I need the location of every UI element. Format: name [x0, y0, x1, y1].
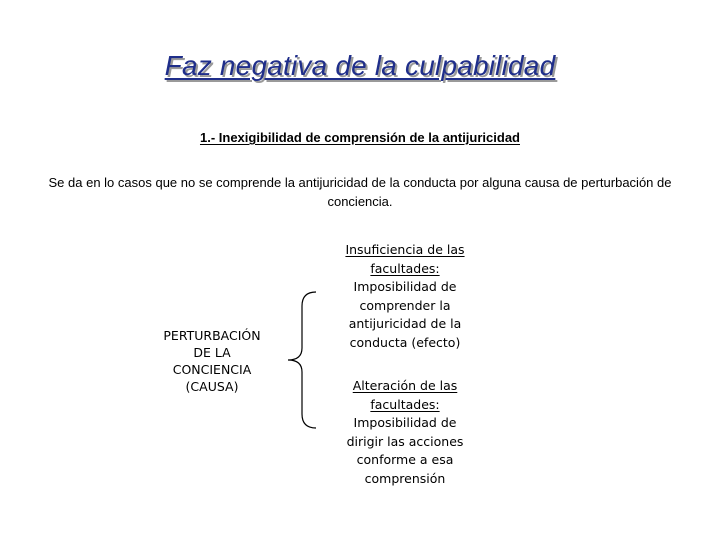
- effect-heading-line: Insuficiencia de las: [345, 242, 465, 257]
- effect-body-line: Imposibilidad de: [353, 415, 457, 430]
- cause-line: CONCIENCIA: [172, 362, 252, 377]
- effect-heading-line: Alteración de las: [352, 378, 458, 393]
- effect-body-line: dirigir las acciones: [346, 433, 464, 449]
- effect-heading-line: facultades:: [370, 396, 440, 412]
- effect-body-line: antijuricidad de la: [348, 316, 462, 331]
- cause-line: PERTURBACIÓN: [163, 328, 261, 343]
- effect-body-line: Imposibilidad de: [353, 279, 457, 294]
- description-text: Se da en lo casos que no se comprende la antijuricidad de la conducta por alguna causa de perturbación de conciencia.: [48, 175, 672, 209]
- effect-body-line: comprensión: [364, 470, 446, 486]
- effect-block-insufficiency: [330, 241, 480, 352]
- cause-line: (CAUSA): [185, 379, 239, 394]
- effect-body-line: conducta (efecto): [349, 334, 461, 350]
- effect-block-alteration: [330, 377, 480, 488]
- effect-body-line: comprender la: [359, 297, 451, 313]
- slide-title: Faz negativa de la culpabilidad: [164, 50, 556, 81]
- section-subtitle: 1.- Inexigibilidad de comprensión de la antijuricidad: [199, 130, 520, 145]
- effect-body-line: conforme a esa: [356, 452, 454, 467]
- curly-brace-icon: [282, 290, 322, 430]
- cause-block: [140, 327, 284, 395]
- effect-heading-line: facultades:: [370, 260, 440, 276]
- brace-path: [288, 292, 316, 428]
- cause-line: DE LA: [193, 345, 231, 360]
